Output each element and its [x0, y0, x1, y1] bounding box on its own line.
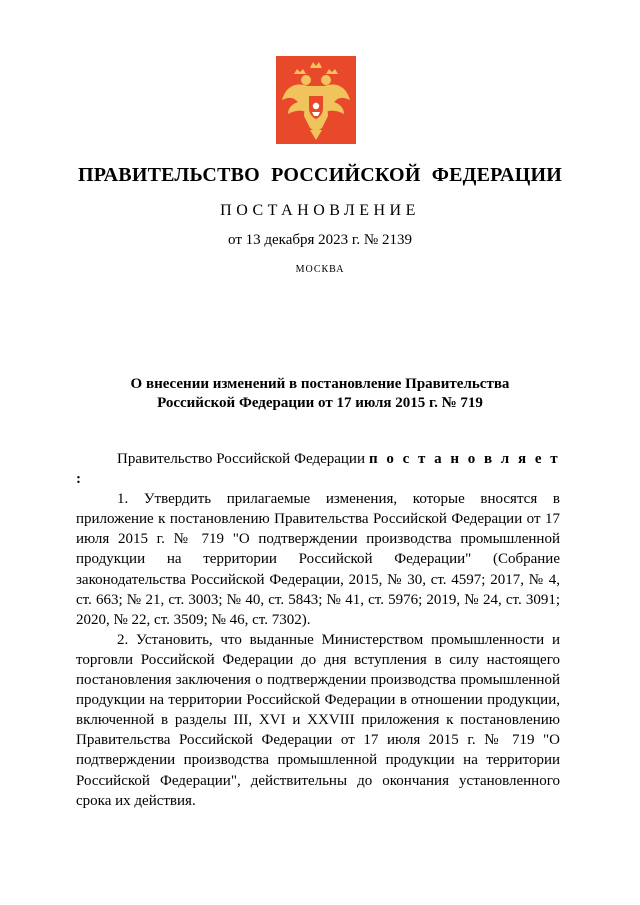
document-date-number: от 13 декабря 2023 г. № 2139 — [228, 232, 412, 248]
government-title: ПРАВИТЕЛЬСТВО РОССИЙСКОЙ ФЕДЕРАЦИИ — [78, 164, 562, 186]
document-subject — [60, 375, 580, 413]
document-body — [76, 449, 560, 811]
subject-line-2: Российской Федерации от 17 июля 2015 г. № 719 — [157, 395, 483, 411]
russian-coat-of-arms-icon — [276, 56, 356, 144]
item-1-paragraph: 1. Утвердить прилагаемые изменения, которые вносятся в приложение к постановлению Правительства Российской Федерации от 17 июля 2015 г. № 719 "О подтверждении производства промышленной продукции на территории Российской Федерации" (Собрание законодательства Российской Федерации, 2015, № 30, ст. 4597; 2017, № 4, ст. 663; № 21, ст. 3003; № 40, ст. 5843; № 41, ст. 5976; 2019, № 24, ст. 3091; 2020, № 22, ст. 3509; № 46, ст. 7302). — [76, 491, 560, 628]
preamble-paragraph — [76, 449, 560, 489]
document-place: МОСКВА — [295, 264, 345, 275]
preamble-text: Правительство Российской Федерации — [117, 451, 365, 467]
item-2-paragraph: 2. Установить, что выданные Министерством промышленности и торговли Российской Федерации до дня вступления в силу настоящего постановления заключения о подтверждении производства промышленной продукции на территории Российской Федерации в отношении продукции, включенной в разделы III, XVI и XXVIII приложения к постановлению Правительства Российской Федерации от 17 июля 2015 г. № 719 "О подтверждении производства промышленной продукции на территории Российской Федерации", действительны до окончания установленного срока их действия. — [76, 631, 560, 809]
decree-word: п о с т а н о в л я е т : — [76, 451, 560, 488]
subject-line-1: О внесении изменений в постановление Правительства — [130, 376, 510, 392]
document-type: ПОСТАНОВЛЕНИЕ — [220, 202, 420, 219]
